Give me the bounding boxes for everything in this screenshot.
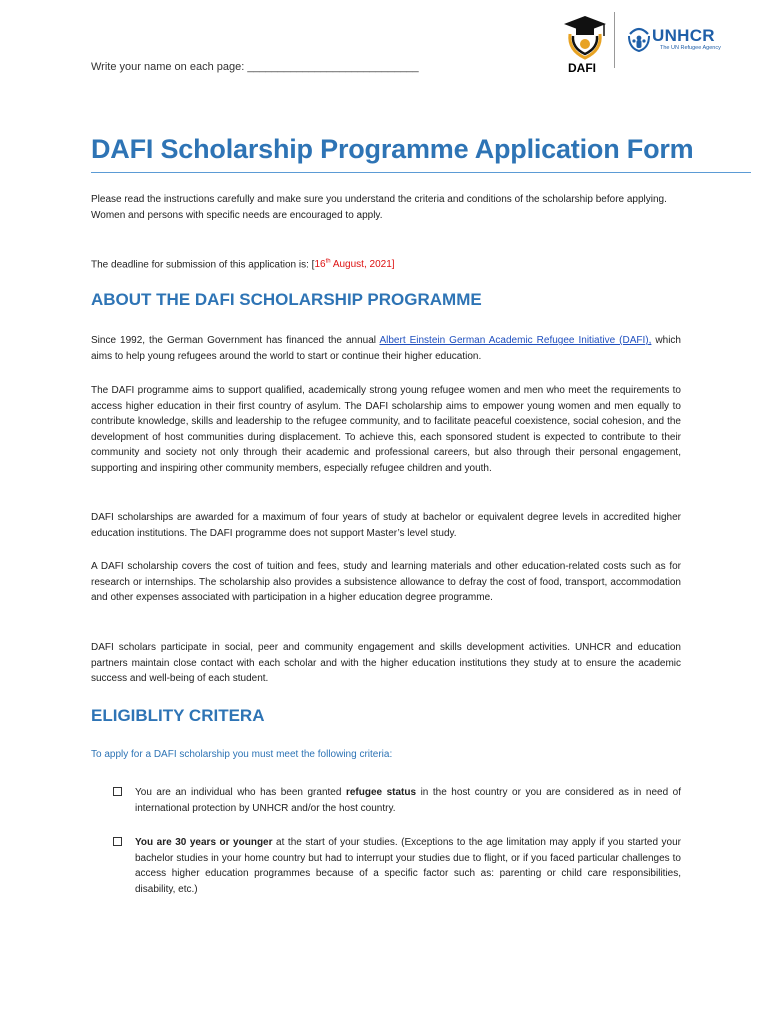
- criteria-1-text-end: in the host country or you are considered as in need of international protection by UNHCR and/or the host country.: [135, 787, 681, 814]
- dafi-logo-text: DAFI: [568, 61, 596, 75]
- unhcr-logo-text: UNHCR: [652, 26, 715, 45]
- unhcr-emblem-icon: [627, 26, 651, 52]
- about-heading: ABOUT THE DAFI SCHOLARSHIP PROGRAMME: [91, 290, 482, 309]
- about-paragraph-2: The DAFI programme aims to support qualified, academically strong young refugee women and men who meet the requirements to access higher education in their first country of asylum. The DAFI scholarship aims to empower young women and men equally to contribute knowledge, skills and leadership to the refugee community, and to facilitate peaceful coexistence, social cohesion, and the development of host communities during displacement. To achieve this, each sponsored student is expected to contribute to their community and society not only through their academic and professional careers, but also through their personal engagement, supporting and inspiring other community members, especially refugee children and youth.: [91, 385, 681, 474]
- page-title: DAFI Scholarship Programme Application Form: [91, 134, 694, 164]
- eligibility-intro: To apply for a DAFI scholarship you must meet the following criteria:: [91, 749, 393, 760]
- deadline-day: 16: [314, 259, 326, 271]
- deadline-text: [91, 255, 681, 273]
- logo-divider: [614, 12, 615, 68]
- criteria-2-bold: You are 30 years or younger: [135, 837, 273, 848]
- instructions-text: [91, 192, 681, 223]
- criteria-1-bold: refugee status: [345, 787, 417, 798]
- dafi-initiative-link[interactable]: Albert Einstein German Academic Refugee Initiative (DAFI),: [379, 335, 652, 346]
- age-checkbox[interactable]: [113, 837, 122, 846]
- unhcr-logo: [627, 26, 737, 54]
- refugee-status-checkbox[interactable]: [113, 787, 122, 796]
- criteria-1-text: You are an individual who has been granted: [135, 787, 346, 798]
- criteria-2-text: at the start of your studies. (Exceptions to the age limitation may apply if you started your bachelor studies in your home country but had to interrupt your studies due to flight, or if you faced particular challenges to access higher education programmes because of a specific factor such as: parenting or child care responsibilities, disability, etc.): [135, 837, 681, 895]
- name-prompt: Write your name on each page: ____________________________: [91, 61, 419, 73]
- title-divider: [91, 172, 751, 173]
- eligibility-heading: ELIGIBLITY CRITERA: [91, 706, 265, 725]
- instructions-line: Please read the instructions carefully and make sure you understand the criteria and conditions of the scholarship before applying.: [91, 194, 667, 205]
- about-paragraph-3: DAFI scholarships are awarded for a maximum of four years of study at bachelor or equivalent degree levels in accredited higher education institutions. The DAFI programme does not support Master’s level study.: [91, 512, 681, 539]
- about-p1-text: Since 1992, the German Government has financed the annual: [91, 335, 380, 346]
- encouragement-line: Women and persons with specific needs are encouraged to apply.: [91, 209, 383, 221]
- about-paragraph-5: DAFI scholars participate in social, peer and community engagement and skills development activities. UNHCR and education partners maintain close contact with each scholar and with the higher education institutions they study at to ensure the academic success and well-being of each student.: [91, 642, 681, 685]
- criteria-text-age: [135, 835, 681, 897]
- dafi-logo: [560, 14, 610, 74]
- deadline-prefix: The deadline for submission of this application is: [: [91, 259, 315, 271]
- deadline-day-suffix: th: [325, 259, 331, 265]
- unhcr-logo-tagline: The UN Refugee Agency: [660, 45, 721, 51]
- deadline-date: [314, 259, 394, 270]
- about-paragraph-4: A DAFI scholarship covers the cost of tuition and fees, study and learning materials and other education-related costs such as for research or internships. The scholarship also provides a subsistence allowance to defray the cost of food, transport, accommodation and other expenses associated with participation in a higher education degree programme.: [91, 561, 681, 604]
- about-p1-text-end: which aims to help young refugees around the world to start or continue their higher education.: [91, 335, 681, 362]
- graduation-cap-icon: [560, 14, 610, 62]
- criteria-text-refugee-status: [135, 785, 681, 816]
- deadline-rest: August, 2021]: [330, 259, 395, 271]
- about-paragraph-1: [91, 333, 681, 364]
